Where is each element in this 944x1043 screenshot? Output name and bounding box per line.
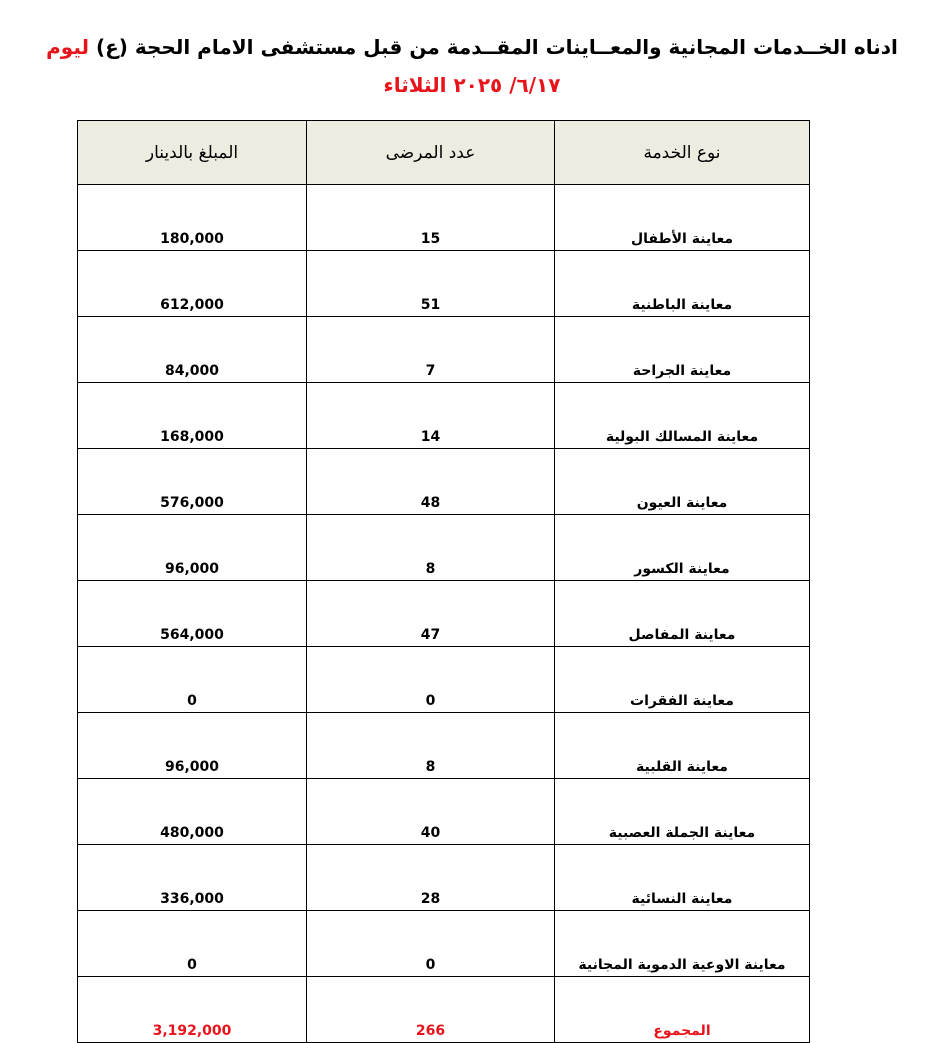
total-patients: 266 bbox=[307, 977, 555, 1043]
patients-cell: 8 bbox=[307, 515, 555, 581]
amount-cell: 336,000 bbox=[78, 845, 307, 911]
patients-cell: 7 bbox=[307, 317, 555, 383]
service-cell: معاينة الجراحة bbox=[555, 317, 810, 383]
amount-cell: 480,000 bbox=[78, 779, 307, 845]
service-cell: معاينة العيون bbox=[555, 449, 810, 515]
amount-cell: 576,000 bbox=[78, 449, 307, 515]
header-amount: المبلغ بالدينار bbox=[78, 121, 307, 185]
amount-cell: 564,000 bbox=[78, 581, 307, 647]
patients-cell: 51 bbox=[307, 251, 555, 317]
patients-cell: 47 bbox=[307, 581, 555, 647]
amount-cell: 84,000 bbox=[78, 317, 307, 383]
patients-cell: 0 bbox=[307, 911, 555, 977]
service-cell: معاينة الفقرات bbox=[555, 647, 810, 713]
table-row bbox=[78, 911, 810, 977]
service-cell: معاينة الجملة العصبية bbox=[555, 779, 810, 845]
table-row bbox=[78, 845, 810, 911]
amount-cell: 180,000 bbox=[78, 185, 307, 251]
amount-cell: 612,000 bbox=[78, 251, 307, 317]
table-row bbox=[78, 251, 810, 317]
amount-cell: 0 bbox=[78, 911, 307, 977]
patients-cell: 40 bbox=[307, 779, 555, 845]
amount-cell: 96,000 bbox=[78, 515, 307, 581]
service-cell: معاينة الأطفال bbox=[555, 185, 810, 251]
service-cell: معاينة المفاصل bbox=[555, 581, 810, 647]
table-row bbox=[78, 515, 810, 581]
patients-cell: 15 bbox=[307, 185, 555, 251]
table-row bbox=[78, 185, 810, 251]
service-cell: معاينة النسائية bbox=[555, 845, 810, 911]
header-service-type: نوع الخدمة bbox=[555, 121, 810, 185]
report-title-main: ادناه الخــدمات المجانية والمعــاينات المقــدمة من قبل مستشفى الامام الحجة (ع) bbox=[95, 35, 898, 59]
total-label: المجموع bbox=[555, 977, 810, 1043]
table-row bbox=[78, 317, 810, 383]
patients-cell: 48 bbox=[307, 449, 555, 515]
report-title-day-label: ليوم bbox=[46, 35, 90, 59]
table-header-row bbox=[78, 121, 810, 185]
patients-cell: 8 bbox=[307, 713, 555, 779]
service-cell: معاينة القلبية bbox=[555, 713, 810, 779]
services-table bbox=[77, 120, 810, 1043]
total-row bbox=[78, 977, 810, 1043]
report-date: ٦/١٧/ ٢٠٢٥ الثلاثاء bbox=[383, 73, 561, 97]
amount-cell: 168,000 bbox=[78, 383, 307, 449]
total-amount: 3,192,000 bbox=[78, 977, 307, 1043]
header-patient-count: عدد المرضى bbox=[307, 121, 555, 185]
amount-cell: 96,000 bbox=[78, 713, 307, 779]
patients-cell: 0 bbox=[307, 647, 555, 713]
service-cell: معاينة الاوعية الدموية المجانية bbox=[555, 911, 810, 977]
table-row bbox=[78, 779, 810, 845]
table-row bbox=[78, 383, 810, 449]
table-row bbox=[78, 449, 810, 515]
amount-cell: 0 bbox=[78, 647, 307, 713]
service-cell: معاينة المسالك البولية bbox=[555, 383, 810, 449]
report-title bbox=[30, 30, 914, 64]
table-row bbox=[78, 647, 810, 713]
patients-cell: 14 bbox=[307, 383, 555, 449]
table-row bbox=[78, 713, 810, 779]
service-cell: معاينة الباطنية bbox=[555, 251, 810, 317]
patients-cell: 28 bbox=[307, 845, 555, 911]
service-cell: معاينة الكسور bbox=[555, 515, 810, 581]
table-row bbox=[78, 581, 810, 647]
